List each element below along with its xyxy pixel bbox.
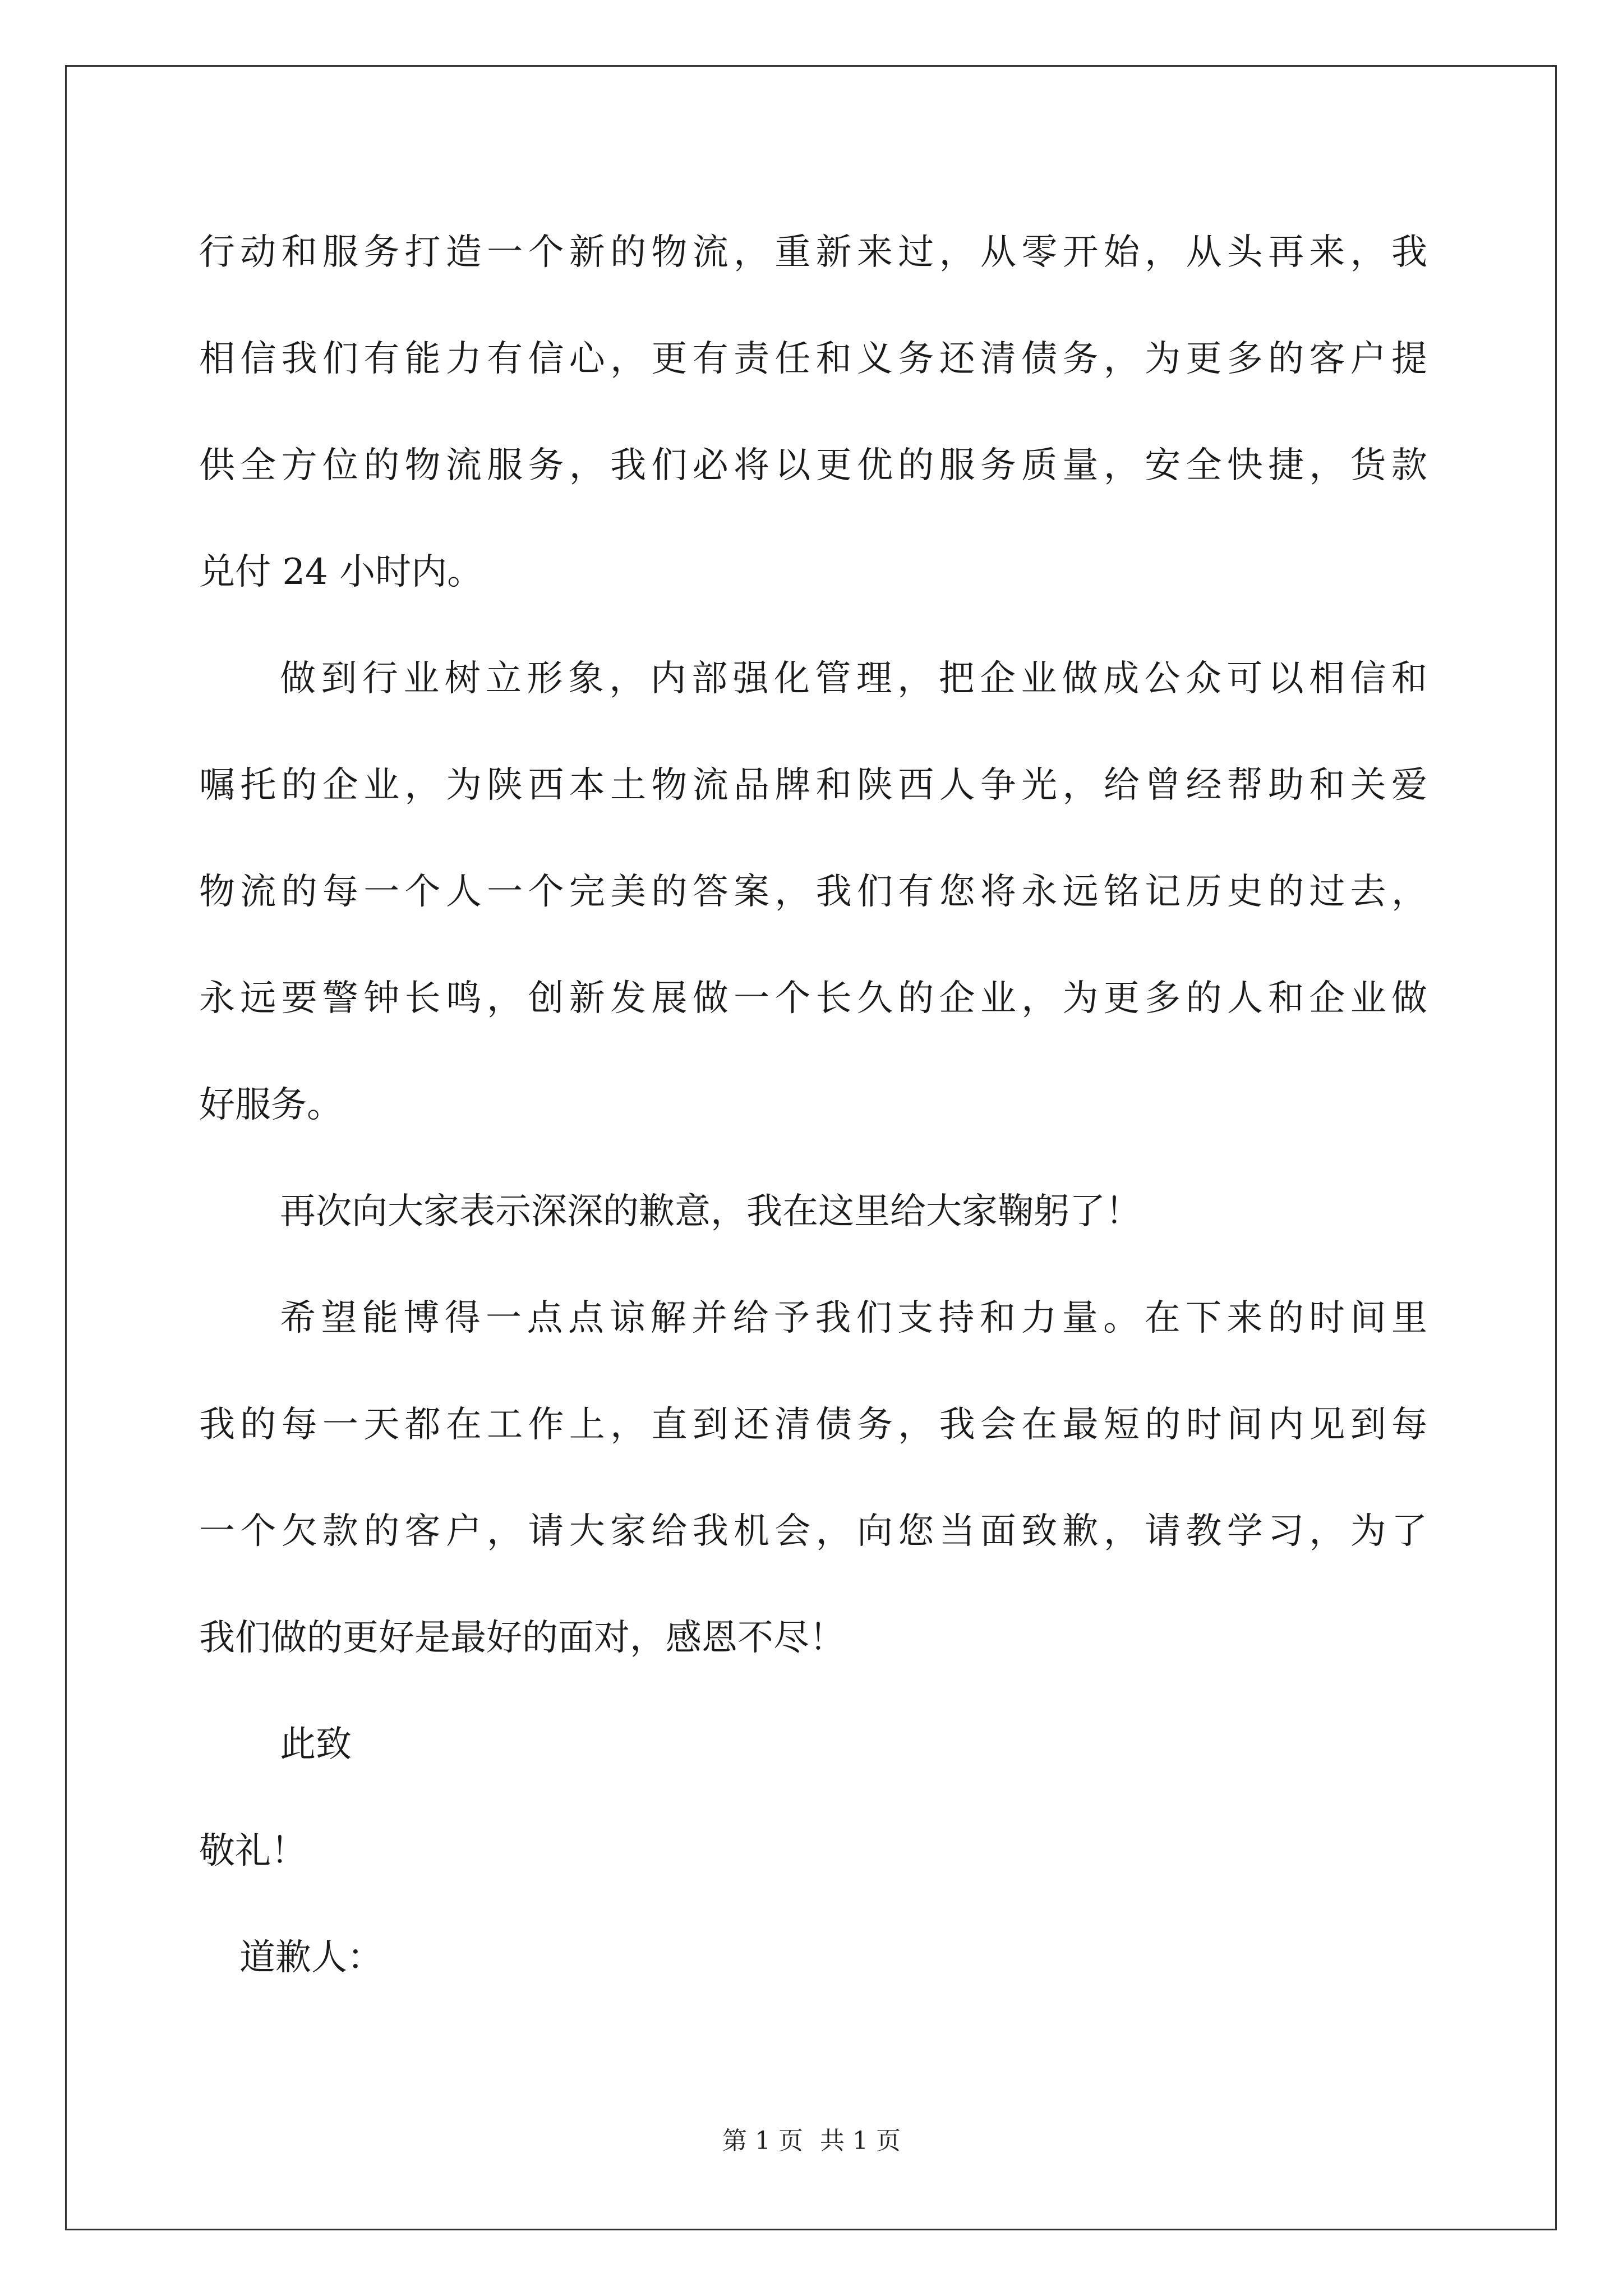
page-number-total: 共 1 页 [820, 2127, 901, 2155]
paragraph-4-line-4: 我们做的更好是最好的面对，感恩不尽！ [199, 1617, 845, 1659]
paragraph-4-line-1: 希望能博得一点点谅解并给予我们支持和力量。在下来的时间里 [280, 1297, 1427, 1339]
paragraph-2-line-2: 嘱托的企业，为陕西本土物流品牌和陕西人争光，给曾经帮助和关爱 [199, 765, 1427, 806]
paragraph-1-line-2: 相信我们有能力有信心，更有责任和义务还清债务，为更多的客户提 [199, 338, 1427, 380]
paragraph-2-line-1: 做到行业树立形象，内部强化管理，把企业做成公众可以相信和 [280, 658, 1427, 700]
paragraph-4-line-2: 我的每一天都在工作上，直到还清债务，我会在最短的时间内见到每 [199, 1404, 1427, 1446]
page-number-current: 第 1 页 [722, 2127, 803, 2155]
salutation-text: 敬礼！ [199, 1830, 307, 1872]
paragraph-1-line-3: 供全方位的物流服务，我们必将以更优的服务质量，安全快捷，货款 [199, 445, 1427, 486]
paragraph-2-line-3: 物流的每一个人一个完美的答案，我们有您将永远铭记历史的过去， [199, 871, 1427, 913]
signer-label: 道歉人： [239, 1937, 383, 1978]
paragraph-2-line-5: 好服务。 [199, 1084, 343, 1126]
letter-body [199, 199, 1427, 2011]
closing-text: 此致 [280, 1724, 352, 1765]
paragraph-4-line-3: 一个欠款的客户，请大家给我机会，向您当面致歉，请教学习，为了 [199, 1511, 1427, 1552]
paragraph-2-line-4: 永远要警钟长鸣，创新发展做一个长久的企业，为更多的人和企业做 [199, 978, 1427, 1019]
paragraph-1-line-4: 兑付 24 小时内。 [199, 551, 483, 593]
paragraph-1-line-1: 行动和服务打造一个新的物流，重新来过，从零开始，从头再来，我 [199, 232, 1427, 273]
paragraph-3-line-1: 再次向大家表示深深的歉意，我在这里给大家鞠躬了！ [280, 1191, 1141, 1232]
page-footer [0, 2120, 1623, 2156]
